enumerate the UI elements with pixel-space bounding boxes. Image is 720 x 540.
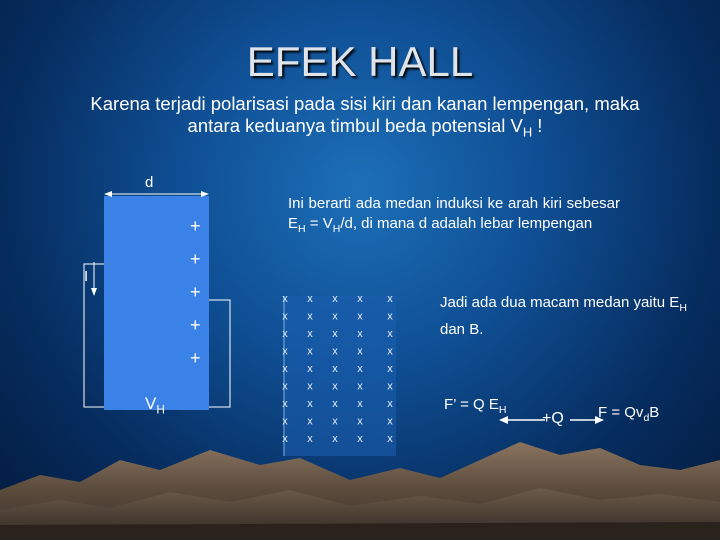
plus-sign: + — [190, 216, 201, 236]
subtitle-line-1: Karena terjadi polarisasi pada sisi kiri dan kanan lempengan, maka — [90, 93, 640, 114]
field-x-mark: x — [357, 293, 363, 305]
field-x-mark: x — [332, 398, 338, 410]
field-x-mark: x — [387, 398, 393, 410]
width-label: d — [145, 174, 154, 191]
field-x-mark: x — [332, 363, 338, 375]
field-x-mark: x — [307, 415, 313, 428]
field-x-mark: x — [387, 363, 393, 375]
field-x-mark: x — [332, 328, 338, 340]
field-x-mark: x — [282, 363, 288, 375]
field-x-mark: x — [307, 398, 313, 410]
field-x-mark: x — [282, 415, 288, 428]
field-x-mark: x — [282, 433, 288, 445]
charge-label: +Q — [542, 410, 564, 427]
field-x-mark: x — [307, 293, 313, 305]
slide-title: EFEK HALL — [246, 38, 474, 85]
field-x-mark: x — [387, 293, 393, 305]
field-x-mark: x — [282, 293, 288, 305]
field-x-mark: x — [307, 345, 313, 358]
subtitle-line-2: antara keduanya timbul beda potensial $V_H$ ! — [187, 115, 543, 140]
hall-voltage-label: $V_H$ — [145, 394, 165, 417]
plus-sign: + — [190, 282, 201, 302]
field-x-mark: x — [282, 310, 288, 323]
field-x-mark: x — [387, 310, 393, 323]
field-x-mark: x — [387, 415, 393, 428]
field-x-mark: x — [332, 415, 338, 428]
field-x-mark: x — [387, 380, 393, 393]
positive-charges — [190, 210, 201, 375]
field-x-mark: x — [357, 328, 363, 340]
electric-force-label: F’ = Q $E_H$ — [444, 396, 507, 416]
plus-sign: + — [190, 348, 201, 368]
field-x-mark: x — [307, 328, 313, 340]
field-x-mark: x — [307, 310, 313, 323]
field-x-mark: x — [357, 380, 363, 393]
field-x-mark: x — [332, 345, 338, 358]
field-x-mark: x — [282, 380, 288, 393]
field-x-mark: x — [332, 310, 338, 323]
field-x-mark: x — [282, 328, 288, 340]
field-x-mark: x — [307, 363, 313, 375]
induced-field-text: Ini berarti ada medan induksi ke arah kiri sebesar $E_H = V_H/d$, di mana d adalah lebar lempengan — [288, 195, 620, 235]
field-x-mark: x — [357, 398, 363, 410]
field-x-mark: x — [332, 380, 338, 393]
field-x-mark: x — [332, 433, 338, 445]
field-x-mark: x — [307, 380, 313, 393]
field-x-mark: x — [282, 345, 288, 358]
field-x-mark: x — [357, 310, 363, 323]
field-x-mark: x — [357, 363, 363, 375]
two-fields-text: Jadi ada dua macam medan yaitu $E_H$ dan B. — [440, 294, 687, 338]
field-x-mark: x — [357, 415, 363, 428]
field-x-mark: x — [282, 398, 288, 410]
field-x-mark: x — [387, 345, 393, 358]
field-x-mark: x — [357, 433, 363, 445]
field-x-mark: x — [332, 293, 338, 305]
plus-sign: + — [190, 249, 201, 269]
field-x-mark: x — [387, 433, 393, 445]
magnetic-field-region — [284, 296, 396, 456]
current-label: I — [84, 268, 89, 285]
field-x-mark: x — [307, 433, 313, 445]
plus-sign: + — [190, 315, 201, 335]
magnetic-force-label: $F = Qv_dB$ — [598, 404, 660, 424]
field-x-mark: x — [387, 328, 393, 340]
field-x-mark: x — [357, 345, 363, 358]
